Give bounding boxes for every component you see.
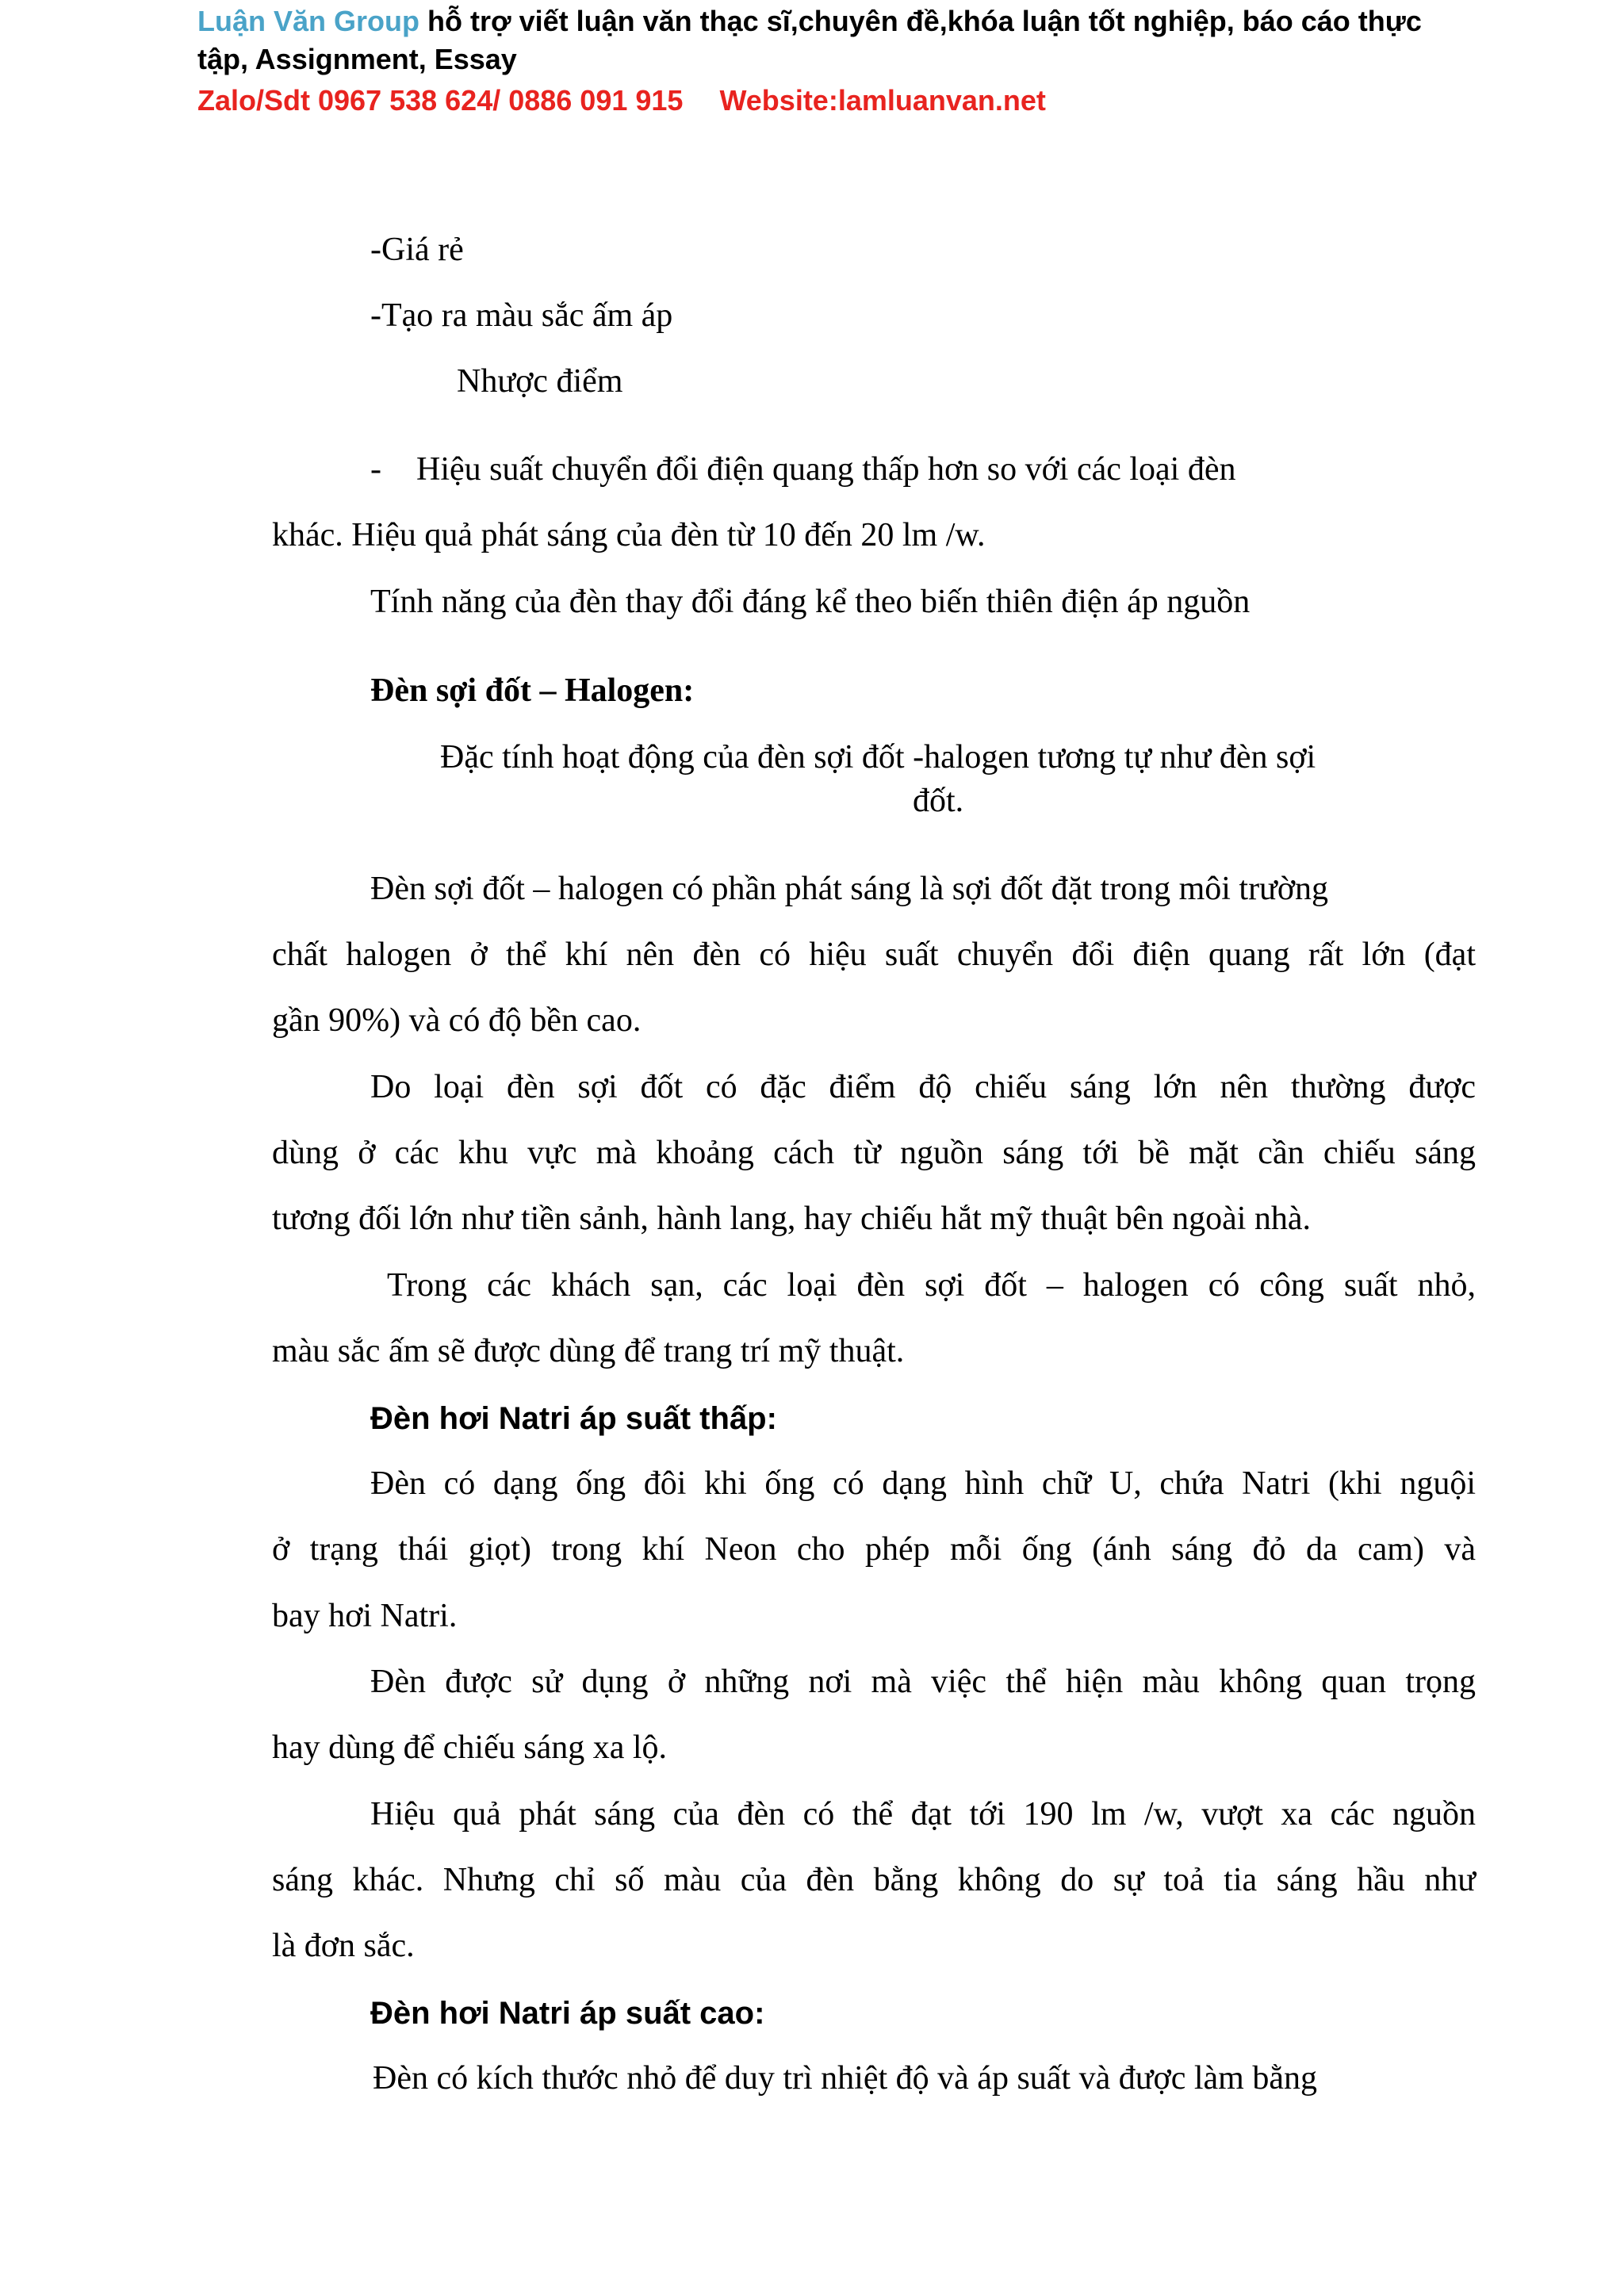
paragraph-line: bay hơi Natri. (272, 1598, 458, 1634)
paragraph-line: Tính năng của đèn thay đổi đáng kể theo biến thiên điện áp nguồn (370, 584, 1251, 620)
section-heading-low-pressure-sodium: Đèn hơi Natri áp suất thấp: (370, 1401, 777, 1436)
header-line-2: tập, Assignment, Essay (197, 43, 517, 75)
paragraph-line: Đặc tính hoạt động của đèn sợi đốt -halogen tương tự như đèn sợi (440, 739, 1316, 776)
paragraph-line: Do loại đèn sợi đốt có đặc điểm độ chiếu sáng lớn nên thường được (370, 1069, 1476, 1105)
paragraph-line: tương đối lớn như tiền sảnh, hành lang, hay chiếu hắt mỹ thuật bên ngoài nhà. (272, 1201, 1312, 1237)
contact-phone: Zalo/Sdt 0967 538 624/ 0886 091 915 (197, 84, 684, 117)
paragraph-line: Trong các khách sạn, các loại đèn sợi đốt – halogen có công suất nhỏ, (387, 1267, 1476, 1304)
paragraph-line: Đèn sợi đốt – halogen có phần phát sáng là sợi đốt đặt trong môi trường (370, 871, 1329, 907)
section-heading-halogen: Đèn sợi đốt – Halogen: (370, 672, 695, 709)
paragraph-line: Đèn được sử dụng ở những nơi mà việc thể hiện màu không quan trọng (370, 1664, 1476, 1700)
header-line-1 (197, 2, 1422, 41)
paragraph-line: Đèn có dạng ống đôi khi ống có dạng hình chữ U, chứa Natri (khi nguội (370, 1465, 1476, 1502)
paragraph-line: chất halogen ở thể khí nên đèn có hiệu suất chuyển đổi điện quang rất lớn (đạt (272, 936, 1476, 973)
paragraph-line: là đơn sắc. (272, 1928, 415, 1964)
website-link[interactable]: Website:lamluanvan.net (719, 84, 1046, 117)
paragraph-line: màu sắc ấm sẽ được dùng để trang trí mỹ thuật. (272, 1333, 905, 1369)
disadvantage-item (370, 447, 1236, 492)
header-contact-line (197, 81, 1046, 121)
header-tagline: hỗ trợ viết luận văn thạc sĩ,chuyên đề,khóa luận tốt nghiệp, báo cáo thực (419, 5, 1422, 37)
advantage-warm-color: -Tạo ra màu sắc ấm áp (370, 297, 673, 334)
paragraph-line: hay dùng để chiếu sáng xa lộ. (272, 1729, 668, 1766)
paragraph-line: Hiệu suất chuyển đổi điện quang thấp hơn so với các loại đèn (416, 451, 1236, 488)
bullet-dash: - (370, 451, 381, 488)
paragraph-line: gần 90%) và có độ bền cao. (272, 1002, 642, 1039)
paragraph-line: sáng khác. Nhưng chỉ số màu của đèn bằng không do sự toả tia sáng hầu như (272, 1862, 1476, 1898)
paragraph-line: đốt. (913, 783, 964, 819)
paragraph-line: ở trạng thái giọt) trong khí Neon cho phép mỗi ống (ánh sáng đỏ da cam) và (272, 1531, 1476, 1568)
paragraph-line: Hiệu quả phát sáng của đèn có thể đạt tới 190 lm /w, vượt xa các nguồn (370, 1796, 1476, 1833)
paragraph-line: Đèn có kích thước nhỏ để duy trì nhiệt độ và áp suất và được làm bằng (373, 2060, 1317, 2097)
brand-name: Luận Văn Group (197, 5, 420, 37)
advantage-cheap: -Giá rẻ (370, 232, 464, 268)
disadvantage-label: Nhược điểm (457, 363, 623, 400)
section-heading-high-pressure-sodium: Đèn hơi Natri áp suất cao: (370, 1996, 765, 2031)
paragraph-line: dùng ở các khu vực mà khoảng cách từ nguồn sáng tới bề mặt cần chiếu sáng (272, 1135, 1476, 1171)
paragraph-line: khác. Hiệu quả phát sáng của đèn từ 10 đến 20 lm /w. (272, 517, 986, 553)
